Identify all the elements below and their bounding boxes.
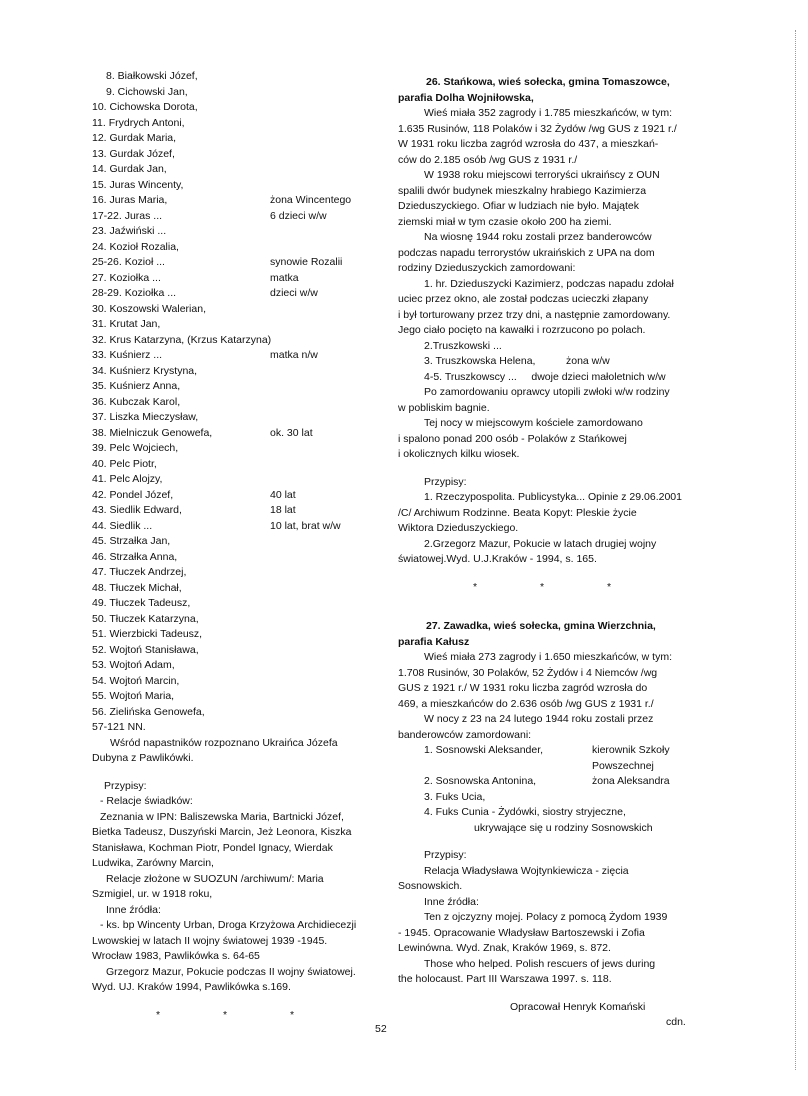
victim-note: synowie Rozalii (270, 256, 343, 268)
s26-paragraph: Tej nocy w miejscowym kościele zamordowano (424, 417, 643, 429)
victim-name: 11. Frydrych Antoni, (92, 116, 185, 129)
s26-paragraph: Po zamordowaniu oprawcy utopili zwłoki w/w rodziny (424, 386, 670, 398)
victim-note: ok. 30 lat (270, 426, 313, 439)
victim-name: 44. Siedlik ... (92, 519, 153, 532)
victim-name: 32. Krus Katarzyna, (Krzus Katarzyna) (92, 333, 272, 346)
victim-list-item (92, 240, 388, 256)
s26-footnote: światowej.Wyd. U.J.Kraków - 1994, s. 165. (398, 553, 597, 565)
to-be-continued: cdn. (666, 1016, 686, 1028)
victim-list-item (92, 596, 388, 612)
s27-source: Lewinówna. Wyd. Znak, Kraków 1969, s. 872. (398, 942, 611, 954)
s27-source: Those who helped. Polish rescuers of jews during (424, 957, 656, 970)
left-column (92, 69, 388, 1023)
victim-note: 40 lat (270, 488, 296, 501)
victim-name: 55. Wojtoń Maria, (92, 690, 175, 702)
victim-name: 24. Kozioł Rozalia, (92, 240, 179, 253)
victim-note: 6 dzieci w/w (270, 209, 327, 222)
source-line: Lwowskiej w latach II wojny światowej 1939 -1945. (92, 934, 328, 947)
s26-paragraph: w pobliskim bagnie. (398, 401, 490, 414)
victim-list-item (92, 410, 388, 426)
victim-name: 40. Pelc Piotr, (92, 457, 157, 470)
victim-name: 42. Pondel Józef, (92, 488, 174, 501)
victim-name: 43. Siedlik Edward, (92, 504, 182, 516)
testimonies-line: Zeznania w IPN: Baliszewska Maria, Bartnicki Józef, (100, 810, 344, 823)
victim-list (92, 69, 388, 736)
victim-name: 27. Koziołka ... (92, 271, 161, 284)
victim-name: 47. Tłuczek Andrzej, (92, 566, 187, 578)
source-line: - ks. bp Wincenty Urban, Droga Krzyżowa Archidiecezji (100, 919, 357, 931)
victim-list-item (92, 162, 388, 178)
victim-name: 38. Mielniczuk Genowefa, (92, 426, 213, 439)
victim-note: dzieci w/w (270, 287, 318, 299)
s26-victim: 2.Truszkowski ... (424, 339, 502, 352)
victim-name: 37. Liszka Mieczysław, (92, 411, 199, 423)
victim-list-item (92, 116, 388, 132)
victim-list-item (92, 503, 388, 519)
source-line: Wrocław 1983, Pawlikówka s. 64-65 (92, 950, 260, 962)
s27-victim-note-cont (398, 759, 716, 775)
s27-source: Sosnowskich. (398, 880, 463, 892)
s27-paragraph: 469, a mieszkańców do 2.636 osób /wg GUS z 1931 r./ (398, 697, 654, 710)
s26-paragraph: ziemski miał w tym czasie około 200 ha ziemi. (398, 215, 612, 228)
victim-name: 14. Gurdak Jan, (92, 163, 167, 175)
s26-victim: Jego ciało pocięto na kawałki i rozrzucono po polach. (398, 324, 646, 336)
source-line: Wyd. UJ. Kraków 1994, Pawlikówka s.169. (92, 981, 291, 993)
victim-list-item (92, 178, 388, 194)
victim-list-item (92, 317, 388, 333)
s27-victim (398, 774, 716, 790)
victim-list-item (92, 457, 388, 473)
victim-list-item (92, 581, 388, 597)
s26-paragraph: 1.635 Rusinów, 118 Polaków i 32 Żydów /wg GUS z 1921 r./ (398, 122, 677, 135)
victim-list-item (92, 147, 388, 163)
s27-footnotes-heading: Przypisy: (424, 849, 467, 861)
victim-note: 18 lat (270, 504, 296, 516)
victim-name: 33. Kuśnierz ... (92, 349, 163, 361)
victim-name: 28-29. Koziołka ... (92, 287, 177, 299)
victim-list-item (92, 612, 388, 628)
victim-name: 25-26. Kozioł ... (92, 256, 165, 268)
s27-source: Ten z ojczyzny mojej. Polacy z pomocą Żydom 1939 (424, 911, 668, 923)
right-column (398, 75, 716, 1031)
s27-paragraph: GUS z 1921 r./ W 1931 roku liczba zagród wzrosła do (398, 682, 648, 694)
s26-footnote: 1. Rzeczypospolita. Publicystyka... Opinie z 29.06.2001 (424, 491, 682, 503)
victim-list-item (92, 550, 388, 566)
victim-name: 13. Gurdak Józef, (92, 147, 175, 160)
victim-list-item (92, 302, 388, 318)
section-separator: * * * (472, 580, 642, 593)
victim-list-item (92, 441, 388, 457)
victim-list-item (92, 333, 388, 349)
s26-paragraph: ców do 2.185 osób /wg GUS z 1931 r./ (398, 153, 578, 166)
s26-victim-note: żona w/w (566, 355, 610, 367)
s27-paragraph: Wieś miała 273 zagrody i 1.650 mieszkańców, w tym: (424, 651, 673, 663)
testimonies-line: Ludwika, Zarówny Marcin, (92, 857, 214, 869)
victim-list-item (92, 472, 388, 488)
s26-footnote: /C/ Archiwum Rodzinne. Beata Kopyt: Pleskie życie (398, 506, 637, 519)
victim-name: 49. Tłuczek Tadeusz, (92, 597, 191, 609)
victim-note: 10 lat, brat w/w (270, 519, 341, 532)
section-26-title-cont: parafia Dolha Wojniłowska, (398, 91, 534, 104)
section-26-title: 26. Stańkowa, wieś sołecka, gmina Tomaszowce, (426, 76, 670, 88)
s26-paragraph: Dzieduszyckiego. Ofiar w ludziach nie było. Majątek (398, 200, 640, 212)
s27-source: - 1945. Opracowanie Władysław Bartoszewski i Zofia (398, 926, 645, 939)
s26-paragraph: Na wiosnę 1944 roku zostali przez banderowców (424, 231, 652, 243)
s26-paragraph: spalili dwór budynek mieszkalny hrabiego Kazimierza (398, 184, 647, 197)
scan-edge-mark (795, 30, 797, 1070)
victim-list-item (92, 348, 388, 364)
s27-paragraph: banderowców zamordowani: (398, 728, 532, 741)
s26-victim: 1. hr. Dzieduszycki Kazimierz, podczas napadu zdołał (424, 277, 674, 290)
victim-list-item (92, 131, 388, 147)
s26-footnote: 2.Grzegorz Mazur, Pokucie w latach drugiej wojny (424, 537, 657, 550)
victim-name: 50. Tłuczek Katarzyna, (92, 612, 199, 625)
section-27-title: 27. Zawadka, wieś sołecka, gmina Wierzchnia, (426, 620, 656, 632)
attackers-note: Wśród napastników rozpoznano Ukraińca Józefa (110, 736, 338, 749)
s26-paragraph: rodziny Dzieduszyckich zamordowani: (398, 262, 576, 274)
victim-list-item (92, 395, 388, 411)
page-number: 52 (375, 1023, 387, 1035)
s27-victim-note: żona Aleksandra (592, 775, 670, 787)
s26-paragraph: Wieś miała 352 zagrody i 1.785 mieszkańców, w tym: (424, 107, 673, 119)
suozun-accounts: Relacje złożone w SUOZUN /archiwum/: Maria (106, 872, 324, 885)
victim-name: 12. Gurdak Maria, (92, 132, 177, 144)
s27-paragraph: W nocy z 23 na 24 lutego 1944 roku zostali przez (424, 713, 654, 725)
victim-list-item (92, 627, 388, 643)
victim-name: 30. Koszowski Walerian, (92, 302, 206, 315)
victim-name: 39. Pelc Wojciech, (92, 442, 179, 454)
victim-list-item (92, 224, 388, 240)
suozun-accounts: Szmigiel, ur. w 1918 roku, (92, 888, 213, 900)
section-separator: * * * (155, 1008, 325, 1021)
victim-list-item (92, 689, 388, 705)
s27-other-sources-heading: Inne źródła: (424, 895, 479, 908)
victim-name: 15. Juras Wincenty, (92, 178, 184, 191)
victim-list-item (92, 720, 388, 736)
victim-list-item (92, 379, 388, 395)
victim-name: 45. Strzałka Jan, (92, 535, 171, 547)
victim-name: 51. Wierzbicki Tadeusz, (92, 628, 203, 640)
victim-list-item (92, 426, 388, 442)
s26-paragraph: i spalono ponad 200 osób - Polaków z Stańkowej (398, 432, 627, 445)
s26-paragraph: W 1938 roku miejscowi terroryści ukraińscy z OUN (424, 169, 660, 181)
victim-name: 16. Juras Maria, (92, 194, 168, 206)
s26-victim: 4-5. Truszkowscy ... dwoje dzieci małoletnich w/w (424, 370, 666, 383)
victim-name: 35. Kuśnierz Anna, (92, 380, 181, 392)
witness-accounts-heading: - Relacje świadków: (100, 795, 193, 807)
s26-paragraph: i okolicznych kilku wiosek. (398, 448, 520, 460)
s26-footnotes-heading: Przypisy: (424, 475, 467, 488)
s26-victim (398, 354, 716, 370)
victim-list-item (92, 488, 388, 504)
victim-list-item (92, 705, 388, 721)
victim-list-item (92, 286, 388, 302)
victim-note: matka (270, 271, 299, 284)
s26-victim: uciec przez okno, ale został podczas ucieczki złapany (398, 293, 649, 305)
attackers-note-cont: Dubyna z Pawlikówki. (92, 752, 194, 764)
victim-list-item (92, 209, 388, 225)
victim-list-item (92, 364, 388, 380)
s27-victim-name: 2. Sosnowska Antonina, (424, 775, 537, 787)
victim-list-item (92, 519, 388, 535)
victim-list-item (92, 69, 388, 85)
victim-name: 36. Kubczak Karol, (92, 395, 181, 408)
victim-name: 48. Tłuczek Michał, (92, 581, 182, 594)
victim-name: 31. Krutat Jan, (92, 318, 161, 330)
s27-victim: ukrywające się u rodziny Sosnowskich (474, 821, 653, 834)
victim-name: 41. Pelc Alojzy, (92, 473, 163, 485)
victim-name: 56. Zielińska Genowefa, (92, 705, 205, 718)
testimonies-line: Bietka Tadeusz, Duszyński Marcin, Jeż Leonora, Kiszka (92, 826, 352, 838)
source-line: Grzegorz Mazur, Pokucie podczas II wojny światowej. (106, 965, 356, 978)
s26-paragraph: podczas napadu terrorystów ukraińskich z UPA na dom (398, 246, 655, 259)
other-sources-heading: Inne źródła: (106, 903, 161, 916)
victim-list-item (92, 643, 388, 659)
victim-list-item (92, 271, 388, 287)
victim-name: 34. Kuśnierz Krystyna, (92, 364, 198, 377)
s26-victim: i był torturowany przez trzy dni, a następnie zamordowany. (398, 308, 671, 321)
victim-list-item (92, 193, 388, 209)
s27-source: Relacja Władysława Wojtynkiewicza - zięcia (424, 864, 629, 877)
victim-name: 10. Cichowska Dorota, (92, 101, 198, 113)
victim-name: 17-22. Juras ... (92, 209, 163, 222)
victim-note: żona Wincentego (270, 194, 352, 206)
victim-name: 57-121 NN. (92, 721, 146, 733)
victim-name: 53. Wojtoń Adam, (92, 659, 175, 671)
s27-victim-note: kierownik Szkoły (592, 744, 670, 756)
victim-name: 46. Strzałka Anna, (92, 550, 178, 563)
section-27-title-cont: parafia Kałusz (398, 635, 470, 648)
s26-victim-name: 3. Truszkowska Helena, (424, 355, 536, 367)
s27-victim: 4. Fuks Cunia - Żydówki, siostry stryjeczne, (424, 806, 626, 818)
victim-note: matka n/w (270, 349, 318, 361)
s26-footnote: Wiktora Dzieduszyckiego. (398, 522, 519, 534)
victim-name: 54. Wojtoń Marcin, (92, 674, 180, 687)
victim-name: 23. Jaźwiński ... (92, 225, 167, 237)
s27-victim: 3. Fuks Ucia, (424, 790, 486, 803)
victim-list-item (92, 658, 388, 674)
victim-name: 8. Białkowski Józef, (106, 70, 198, 82)
s27-victim-note: Powszechnej (592, 759, 654, 772)
victim-name: 52. Wojtoń Stanisława, (92, 643, 199, 656)
victim-list-item (92, 100, 388, 116)
author-signature: Opracował Henryk Komański (510, 1000, 646, 1013)
victim-name: 9. Cichowski Jan, (106, 85, 188, 98)
victim-list-item (92, 255, 388, 271)
testimonies-line: Stanisława, Kochman Piotr, Pondel Ignacy, Wierdak (92, 841, 333, 854)
footnotes-heading: Przypisy: (104, 779, 147, 792)
victim-list-item (92, 565, 388, 581)
victim-list-item (92, 85, 388, 101)
victim-list-item (92, 534, 388, 550)
s27-source: the holocaust. Part III Warszawa 1997. s. 118. (398, 973, 612, 985)
s26-paragraph: W 1931 roku liczba zagród wzrosła do 437, a mieszkań- (398, 138, 659, 150)
victim-list-item (92, 674, 388, 690)
s27-victim (398, 743, 716, 759)
s27-victim-name: 1. Sosnowski Aleksander, (424, 744, 544, 756)
s27-paragraph: 1.708 Rusinów, 30 Polaków, 52 Żydów i 4 Niemców /wg (398, 666, 658, 679)
